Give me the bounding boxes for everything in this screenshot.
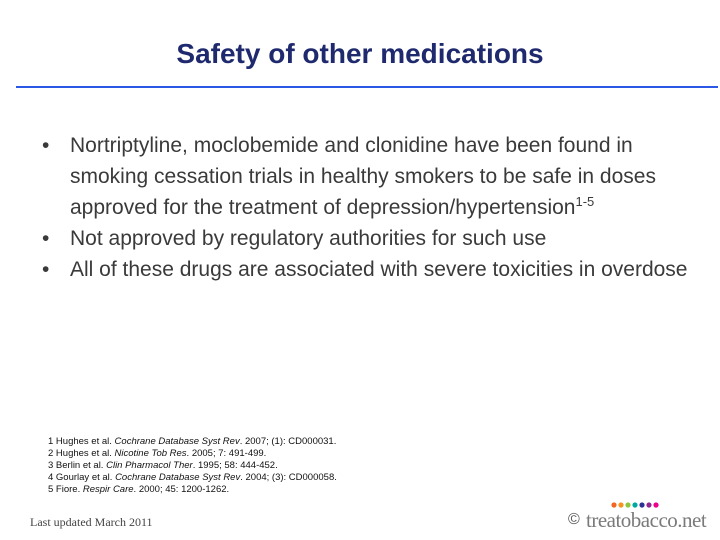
reference-authors: 4 Gourlay et al.	[48, 472, 116, 483]
reference-journal: Nicotine Tob Res	[114, 448, 187, 459]
reference-journal: Cochrane Database Syst Rev	[114, 436, 240, 447]
reference-item	[48, 460, 468, 472]
reference-details: . 2007; (1): CD000031.	[239, 436, 337, 447]
reference-authors: 5 Fiore.	[48, 484, 83, 495]
bullet-item	[30, 130, 695, 223]
bullet-dot: •	[42, 258, 50, 281]
reference-item	[48, 484, 468, 496]
reference-details: . 1995; 58: 444-452.	[192, 460, 278, 471]
brand-dot	[618, 502, 623, 507]
brand-logo	[568, 504, 718, 534]
bullet-list	[30, 130, 695, 285]
reference-item	[48, 472, 468, 484]
brand-dot	[632, 502, 637, 507]
copyright-icon: ©	[568, 511, 580, 528]
reference-journal: Respir Care	[82, 484, 134, 495]
reference-details: . 2000; 45: 1200-1262.	[133, 484, 230, 495]
brand-name: treatobacco.net	[586, 508, 707, 532]
reference-authors: 2 Hughes et al.	[48, 448, 115, 459]
brand-dot	[611, 502, 616, 507]
reference-list	[48, 436, 468, 496]
brand-dot	[646, 502, 651, 507]
reference-item	[48, 436, 468, 448]
reference-details: . 2005; 7: 491-499.	[186, 448, 267, 459]
reference-details: . 2004; (3): CD000058.	[240, 472, 337, 483]
reference-authors: 3 Berlin et al.	[48, 460, 107, 471]
citation-superscript: 1-5	[575, 194, 595, 209]
last-updated-note: Last updated March 2011	[30, 515, 153, 529]
slide-title: Safety of other medications	[176, 38, 544, 69]
bullet-item	[30, 254, 695, 285]
reference-item	[48, 448, 468, 460]
reference-journal: Cochrane Database Syst Rev	[115, 472, 241, 483]
reference-authors: 1 Hughes et al.	[48, 436, 115, 447]
bullet-item	[30, 223, 695, 254]
brand-dot	[653, 502, 658, 507]
bullet-text: Not approved by regulatory authorities for such use	[70, 227, 547, 250]
brand-dot	[625, 502, 630, 507]
bullet-text: All of these drugs are associated with severe toxicities in overdose	[70, 258, 688, 281]
reference-journal: Clin Pharmacol Ther	[106, 460, 193, 471]
bullet-dot: •	[42, 134, 50, 157]
bullet-dot: •	[42, 227, 50, 250]
brand-dot	[639, 502, 644, 507]
title-divider	[16, 86, 718, 88]
bullet-text: Nortriptyline, moclobemide and clonidine have been found in smoking cessation trials in healthy smokers to be safe in doses approved for the treatment of depression/hypertension	[70, 134, 656, 219]
